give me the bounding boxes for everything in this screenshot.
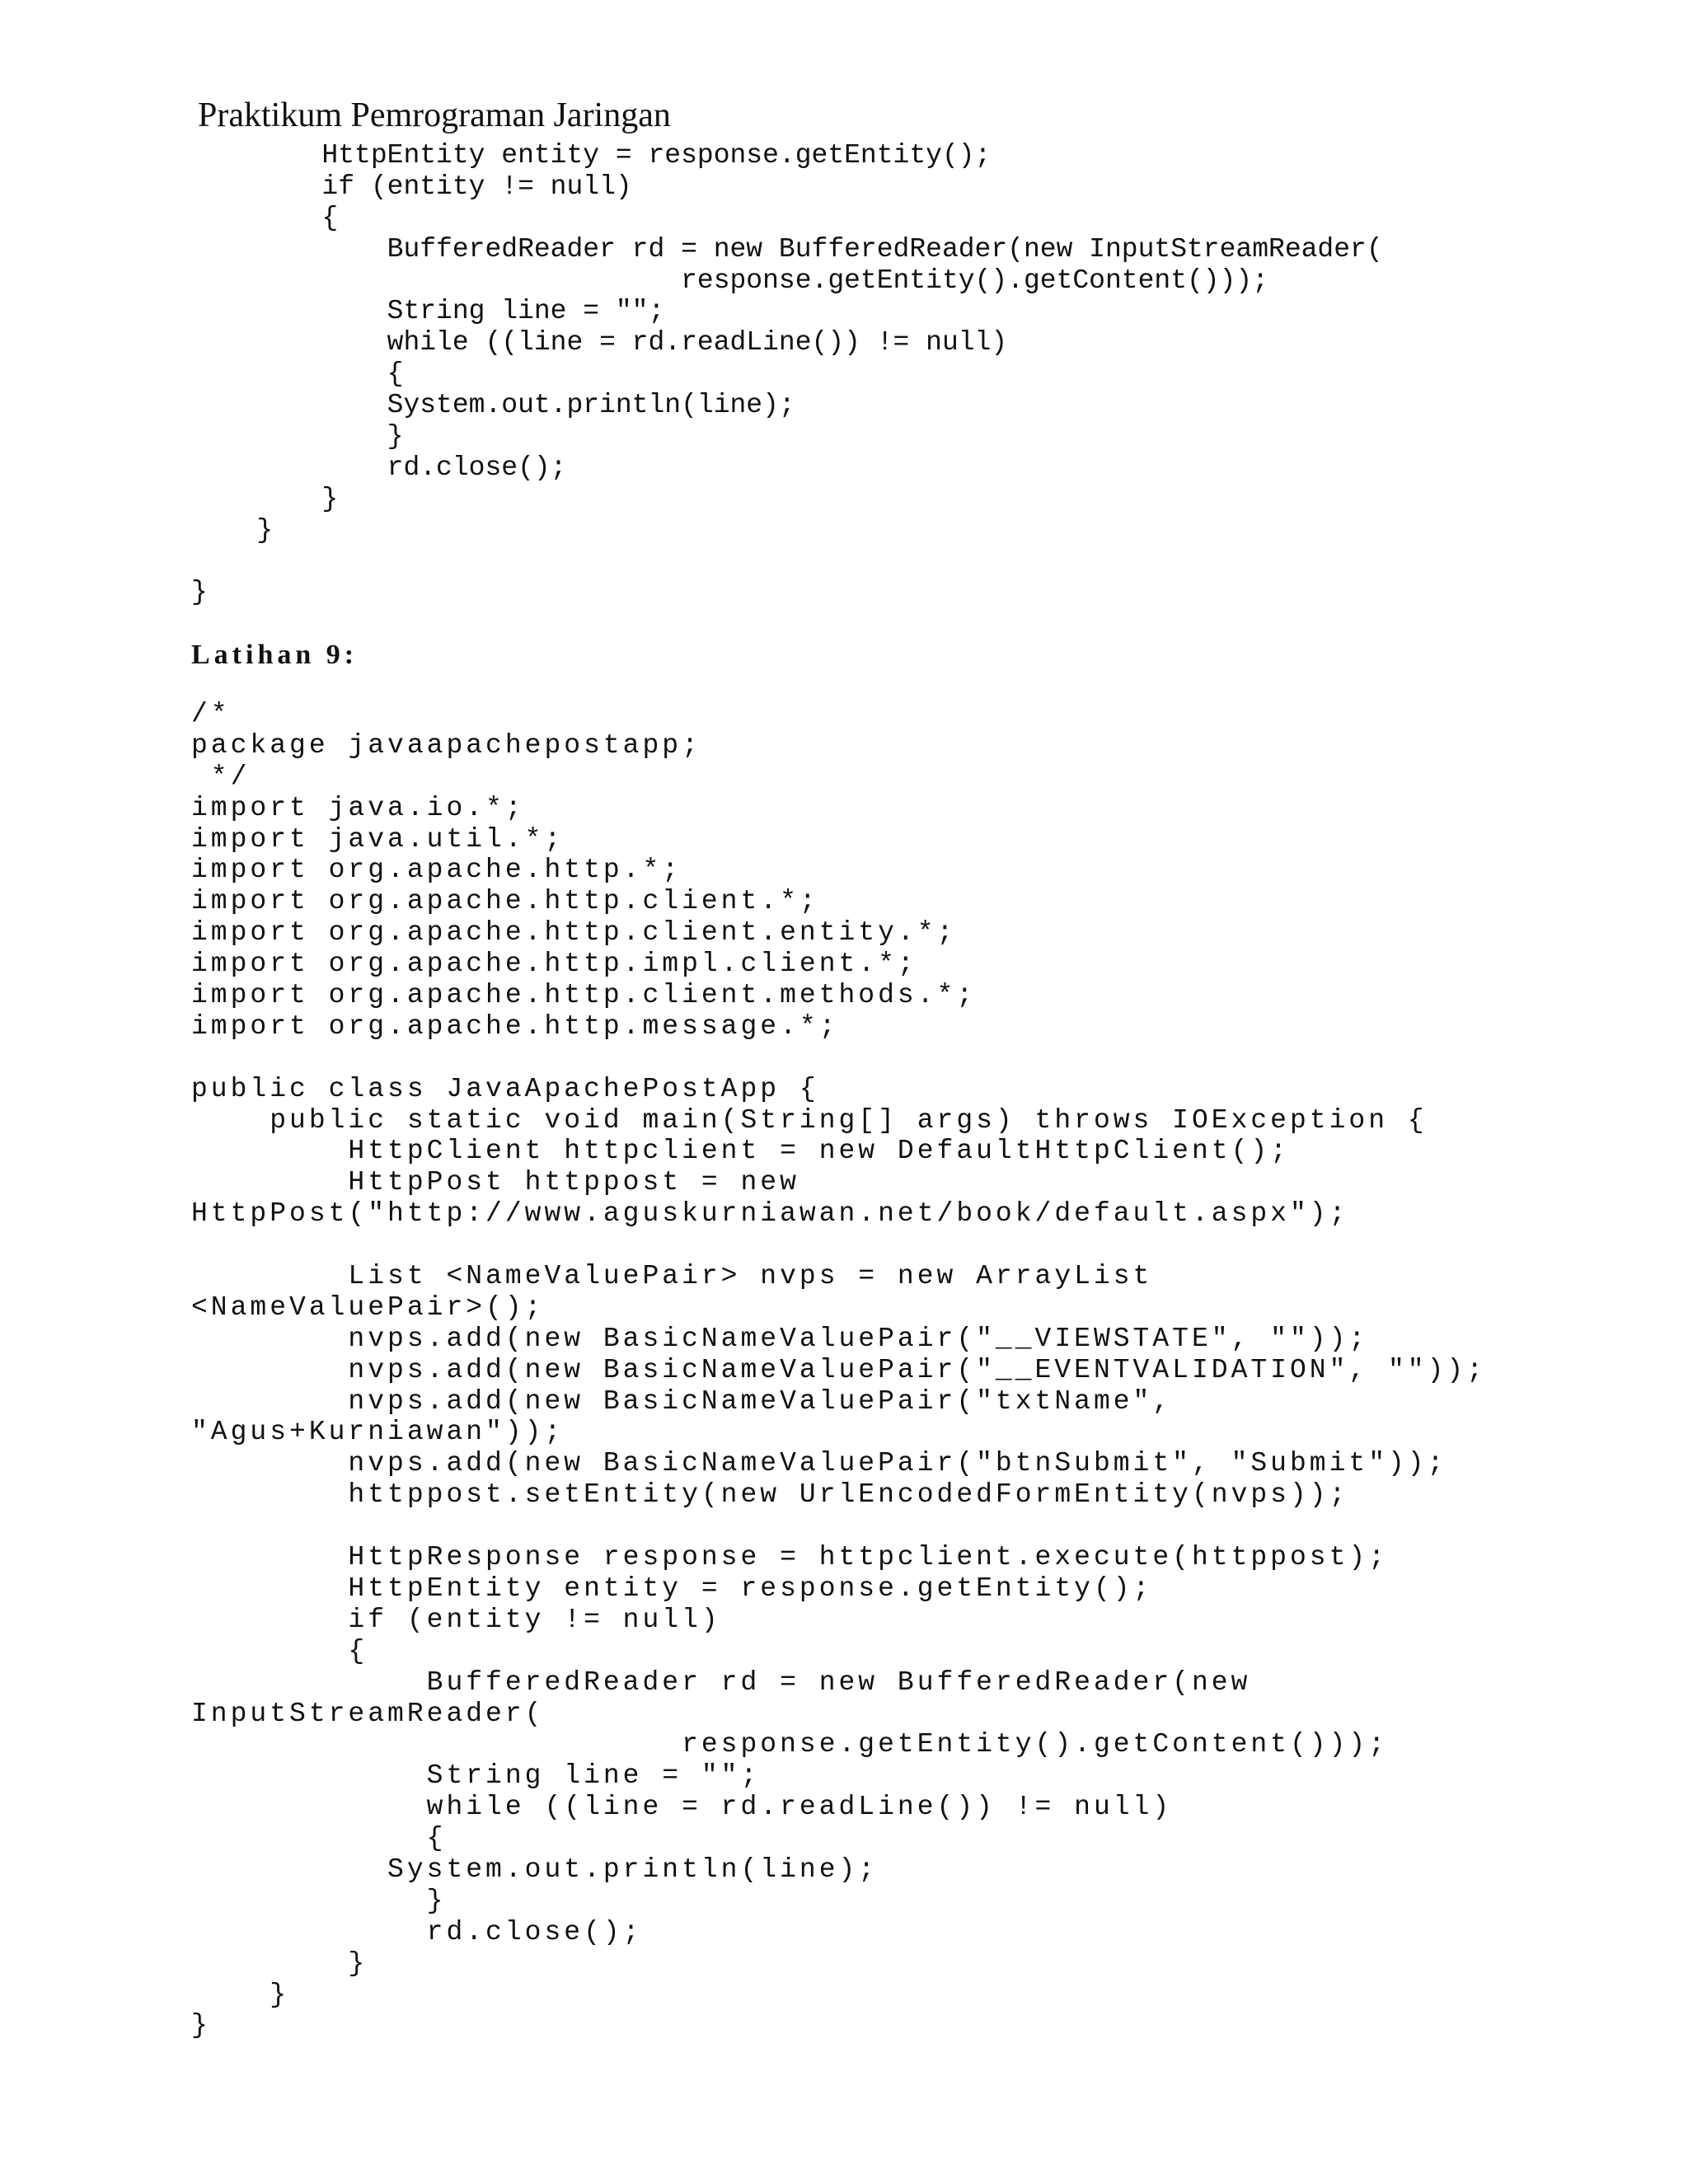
code-line: import org.apache.http.*; xyxy=(191,855,682,886)
code-line: rd.close(); xyxy=(191,1916,643,1947)
code-line: } xyxy=(191,514,274,546)
code-line: import java.io.*; xyxy=(191,792,525,823)
code-line: String line = ""; xyxy=(191,1760,761,1792)
code-line: { xyxy=(191,1823,447,1854)
code-line: } xyxy=(191,1947,368,1979)
code-line: "Agus+Kurniawan")); xyxy=(191,1417,565,1448)
section-heading-latihan-9: Latihan 9: xyxy=(191,640,359,670)
code-line: package javaapachepostapp; xyxy=(191,729,701,761)
code-line: /* xyxy=(191,699,231,729)
code-block-continued xyxy=(191,140,1383,608)
code-line: */ xyxy=(191,761,251,792)
code-line: { xyxy=(191,202,339,233)
code-line: InputStreamReader( xyxy=(191,1698,545,1729)
code-line: if (entity != null) xyxy=(191,1604,721,1635)
code-block-latihan-9 xyxy=(191,699,1486,2041)
code-line: <NameValuePair>(); xyxy=(191,1291,545,1323)
code-line: while ((line = rd.readLine()) != null) xyxy=(191,327,1008,359)
code-line: HttpClient httpclient = new DefaultHttpClient(); xyxy=(191,1136,1290,1167)
code-line: { xyxy=(191,1635,368,1666)
code-line: public class JavaApachePostApp { xyxy=(191,1073,819,1104)
code-line: BufferedReader rd = new BufferedReader(new xyxy=(191,1666,1251,1698)
code-line: response.getEntity().getContent())); xyxy=(191,265,1269,296)
code-line: } xyxy=(191,1979,290,2010)
code-line: HttpEntity entity = response.getEntity(); xyxy=(191,140,992,171)
code-line: List <NameValuePair> nvps = new ArrayList xyxy=(191,1261,1153,1292)
code-line: import org.apache.http.client.methods.*; xyxy=(191,980,977,1011)
code-line xyxy=(191,546,1383,578)
code-line: import org.apache.http.message.*; xyxy=(191,1010,839,1042)
code-line: nvps.add(new BasicNameValuePair("btnSubmit", "Submit")); xyxy=(191,1448,1447,1479)
code-line: response.getEntity().getContent())); xyxy=(191,1729,1388,1760)
code-line: nvps.add(new BasicNameValuePair("txtName", xyxy=(191,1385,1173,1417)
code-line: import org.apache.http.impl.client.*; xyxy=(191,949,917,980)
code-line: } xyxy=(191,1885,447,1916)
code-line: nvps.add(new BasicNameValuePair("__VIEWSTATE", "")); xyxy=(191,1323,1369,1354)
code-line: } xyxy=(191,421,404,452)
code-line: String line = ""; xyxy=(191,296,665,327)
code-line: HttpEntity entity = response.getEntity(); xyxy=(191,1572,1153,1604)
code-line: import org.apache.http.client.entity.*; xyxy=(191,917,957,949)
page-header-title: Praktikum Pemrograman Jaringan xyxy=(198,96,671,134)
code-line: } xyxy=(191,483,339,514)
code-line xyxy=(191,1230,1486,1261)
code-line: public static void main(String[] args) throws IOException { xyxy=(191,1104,1428,1136)
code-line xyxy=(191,1043,1486,1074)
code-line: HttpResponse response = httpclient.execute(httppost); xyxy=(191,1542,1388,1573)
code-line: import org.apache.http.client.*; xyxy=(191,886,819,917)
code-line xyxy=(191,1511,1486,1542)
code-line: System.out.println(line); xyxy=(191,390,795,421)
code-line: if (entity != null) xyxy=(191,171,632,202)
code-line: System.out.println(line); xyxy=(191,1854,879,1885)
code-line: httppost.setEntity(new UrlEncodedFormEntity(nvps)); xyxy=(191,1479,1349,1511)
code-line: { xyxy=(191,359,404,390)
code-line: HttpPost httppost = new xyxy=(191,1167,799,1198)
code-line: HttpPost("http://www.aguskurniawan.net/book/default.aspx"); xyxy=(191,1198,1349,1230)
code-line: BufferedReader rd = new BufferedReader(new InputStreamReader( xyxy=(191,233,1383,265)
code-line: } xyxy=(191,577,208,608)
code-line: rd.close(); xyxy=(191,452,567,483)
code-line: while ((line = rd.readLine()) != null) xyxy=(191,1792,1173,1823)
code-line: import java.util.*; xyxy=(191,823,565,855)
code-line: } xyxy=(191,2010,211,2041)
code-line: nvps.add(new BasicNameValuePair("__EVENTVALIDATION", "")); xyxy=(191,1354,1487,1385)
